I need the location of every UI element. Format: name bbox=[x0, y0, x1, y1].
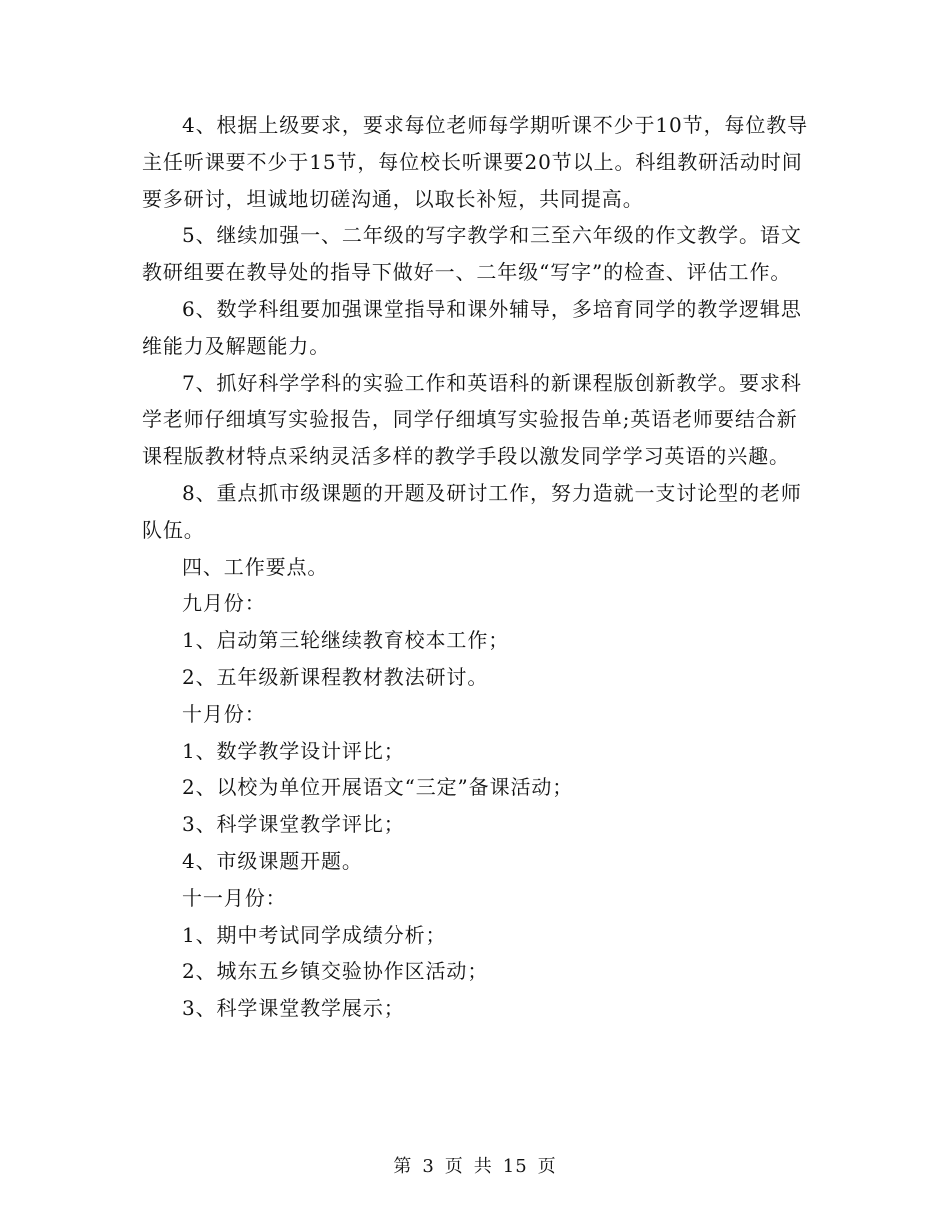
list-item: 1、数学教学设计评比； bbox=[182, 738, 405, 763]
total-unit: 页 bbox=[537, 1156, 557, 1177]
page-prefix: 第 bbox=[393, 1156, 413, 1177]
total-page-count: 15 bbox=[502, 1156, 528, 1177]
paragraph-writing-teaching: 5、继续加强一、二年级的写字教学和三至六年级的作文教学。语文教研组要在教导处的指导下做好一、二年级“写字”的检查、评估工作。 bbox=[142, 223, 802, 285]
section-heading-work-points: 四、工作要点。 bbox=[182, 554, 329, 579]
page-unit: 页 bbox=[444, 1156, 464, 1177]
paragraph-science-english: 7、抓好科学学科的实验工作和英语科的新课程版创新教学。要求科学老师仔细填写实验报告，同学仔细填写实验报告单;英语老师要结合新课程版教材特点采纳灵活多样的教学手段以激发同学学习英语的兴趣。 bbox=[142, 370, 802, 469]
list-item: 4、市级课题开题。 bbox=[182, 848, 363, 873]
list-item: 3、科学课堂教学评比； bbox=[182, 812, 405, 837]
paragraph-math-guidance: 6、数学科组要加强课堂指导和课外辅导，多培育同学的教学逻辑思维能力及解题能力。 bbox=[142, 296, 802, 358]
paragraph-research-project: 8、重点抓市级课题的开题及研讨工作，努力造就一支讨论型的老师队伍。 bbox=[142, 480, 802, 542]
total-prefix: 共 bbox=[473, 1156, 493, 1177]
list-item: 2、以校为单位开展语文“三定”备课活动； bbox=[182, 775, 574, 800]
current-page-number: 3 bbox=[422, 1156, 435, 1177]
list-item: 3、科学课堂教学展示； bbox=[182, 996, 405, 1021]
list-item: 1、期中考试同学成绩分析； bbox=[182, 922, 447, 947]
list-item: 2、五年级新课程教材教法研讨。 bbox=[182, 664, 489, 689]
paragraph-listening-requirements: 4、根据上级要求，要求每位老师每学期听课不少于10节，每位教导主任听课要不少于15节，每位校长听课要20节以上。科组教研活动时间要多研讨，坦诚地切磋沟通，以取长补短，共同提高。 bbox=[142, 113, 809, 211]
document-body bbox=[142, 107, 810, 1027]
month-label-september: 九月份： bbox=[182, 591, 266, 616]
month-label-november: 十一月份： bbox=[182, 885, 287, 910]
list-item: 1、启动第三轮继续教育校本工作； bbox=[182, 628, 510, 653]
page-footer bbox=[0, 1152, 950, 1178]
month-label-october: 十月份： bbox=[182, 701, 266, 726]
list-item: 2、城东五乡镇交验协作区活动； bbox=[182, 959, 489, 984]
